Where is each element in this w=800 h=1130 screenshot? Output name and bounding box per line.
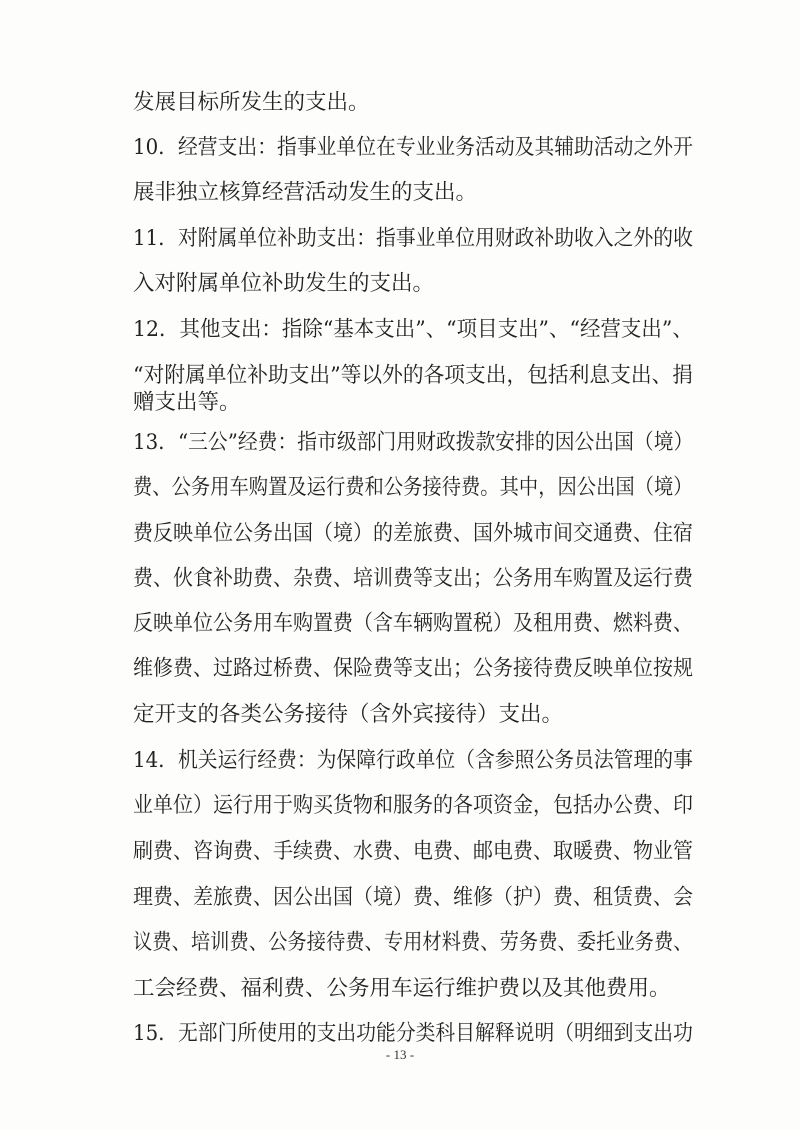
text-line: 刷费、咨询费、手续费、水费、电费、邮电费、取暖费、物业管 xyxy=(133,839,694,864)
text-line: 业单位）运行用于购买货物和服务的各项资金，包括办公费、印 xyxy=(133,793,694,818)
text-line: 10．经营支出：指事业单位在专业业务活动及其辅助活动之外开 xyxy=(133,135,693,160)
text-line: 维修费、过路过桥费、保险费等支出；公务接待费反映单位按规 xyxy=(133,656,694,681)
page-number: - 13 - xyxy=(385,1047,415,1062)
text-line: 入对附属单位补助发生的支出。 xyxy=(133,271,435,296)
text-line: 赠支出等。 xyxy=(133,390,241,415)
text-line: 费、公务用车购置及运行费和公务接待费。其中，因公出国（境） xyxy=(133,475,693,500)
text-line: 工会经费、福利费、公务用车运行维护费以及其他费用。 xyxy=(133,976,671,1001)
text-line: 14．机关运行经费：为保障行政单位（含参照公务员法管理的事 xyxy=(133,748,693,773)
text-line: 15．无部门所使用的支出功能分类科目解释说明（明细到支出功 xyxy=(133,1021,693,1046)
text-line: 13．“三公”经费：指市级部门用财政拨款安排的因公出国（境） xyxy=(133,430,694,455)
text-line: 定开支的各类公务接待（含外宾接待）支出。 xyxy=(133,702,564,727)
text-line: 费、伙食补助费、杂费、培训费等支出；公务用车购置及运行费 xyxy=(133,566,694,591)
text-line: 展非独立核算经营活动发生的支出。 xyxy=(133,180,478,205)
text-line: 反映单位公务用车购置费（含车辆购置税）及租用费、燃料费、 xyxy=(133,611,694,636)
text-line: 议费、培训费、公务接待费、专用材料费、劳务费、委托业务费、 xyxy=(133,930,693,955)
text-line: 11．对附属单位补助支出：指事业单位用财政补助收入之外的收 xyxy=(133,226,693,251)
text-line: 12．其他支出：指除“基本支出”、“项目支出”、“经营支出”、 xyxy=(133,317,693,342)
text-line: 理费、差旅费、因公出国（境）费、维修（护）费、租赁费、会 xyxy=(133,885,694,910)
text-line: “对附属单位补助支出”等以外的各项支出，包括利息支出、捐 xyxy=(133,363,693,388)
text-line: 费反映单位公务出国（境）的差旅费、国外城市间交通费、住宿 xyxy=(133,521,694,546)
text-line: 发展目标所发生的支出。 xyxy=(133,90,370,115)
